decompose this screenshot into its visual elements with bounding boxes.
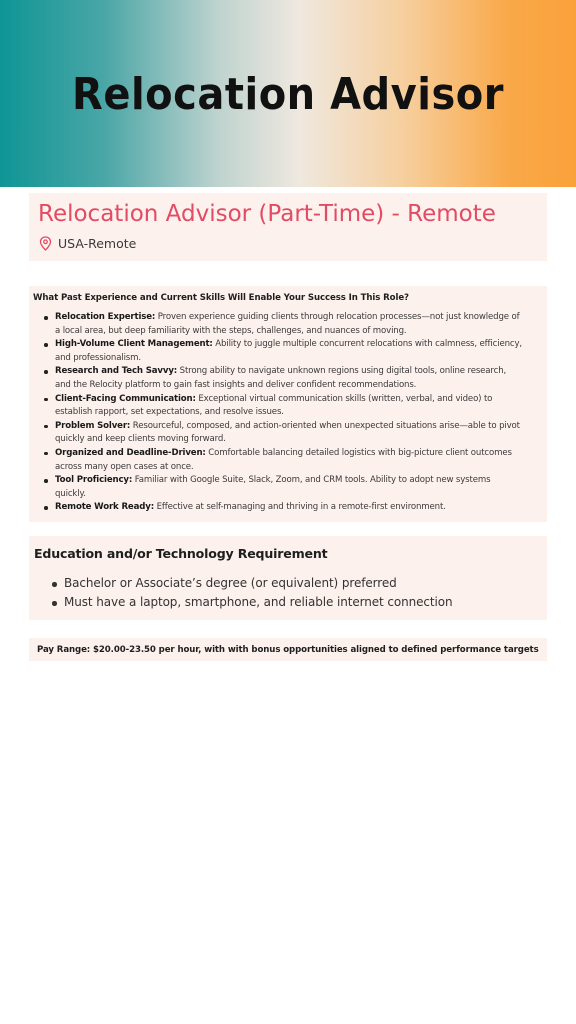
skills-list: [33, 311, 543, 515]
skill-text: Exceptional virtual communication skills (written, verbal, and video) to establish rapport, set expectations, and resolve issues.: [55, 393, 493, 418]
job-title-card: [29, 193, 547, 261]
skills-heading: What Past Experience and Current Skills Will Enable Your Success In This Role?: [33, 293, 409, 303]
list-item: [55, 420, 523, 447]
job-title: Relocation Advisor (Part-Time) - Remote: [38, 201, 496, 227]
skill-label: High-Volume Client Management:: [55, 339, 213, 350]
skill-label: Organized and Deadline-Driven:: [55, 447, 206, 458]
skill-label: Remote Work Ready:: [55, 502, 154, 513]
skill-text: Strong ability to navigate unknown regions using digital tools, online research, and the Relocity platform to gain fast insights and deliver confident recommendations.: [55, 366, 507, 390]
skill-label: Research and Tech Savvy:: [55, 366, 178, 377]
list-item: [55, 393, 523, 420]
skill-text: Resourceful, composed, and action-oriented when unexpected situations arise—able to pivot quickly and keep clients moving forward.: [55, 420, 520, 445]
skill-text: Ability to juggle multiple concurrent relocations with calmness, efficiency, and professionalism.: [55, 339, 522, 363]
skill-text: Comfortable balancing detailed logistics with big-picture client outcomes across many open cases at once.: [55, 447, 512, 472]
list-item: Must have a laptop, smartphone, and reliable internet connection: [64, 593, 542, 612]
list-item: [55, 447, 523, 474]
skills-section: [29, 286, 547, 522]
skill-text: Effective at self-managing and thriving in a remote-first environment.: [154, 502, 446, 513]
skill-label: Client-Facing Communication:: [55, 393, 196, 404]
pay-range-section: [29, 638, 547, 661]
banner-title: Relocation Advisor: [72, 69, 504, 120]
skill-label: Tool Proficiency:: [55, 475, 133, 486]
skill-text: Proven experience guiding clients through relocation processes—not just knowledge of a local area, but deep familiarity with the steps, challenges, and nuances of moving.: [55, 312, 520, 336]
map-pin-icon: [39, 236, 52, 251]
list-item: [55, 311, 523, 338]
education-heading: Education and/or Technology Requirement: [34, 546, 328, 561]
location-text: USA-Remote: [58, 236, 137, 251]
list-item: Bachelor or Associate’s degree (or equivalent) preferred: [64, 574, 542, 593]
skill-label: Problem Solver:: [55, 420, 131, 431]
list-item: [55, 338, 523, 365]
skill-text: Familiar with Google Suite, Slack, Zoom, and CRM tools. Ability to adopt new systems quickly.: [55, 475, 491, 499]
job-location: [39, 236, 136, 251]
list-item: [55, 365, 523, 392]
education-section: [29, 536, 547, 620]
list-item: [55, 501, 523, 515]
pay-range-text: Pay Range: $20.00-23.50 per hour, with with bonus opportunities aligned to defined performance targets: [37, 645, 539, 655]
education-list: [34, 574, 542, 612]
list-item: [55, 474, 523, 501]
skill-label: Relocation Expertise:: [55, 312, 156, 322]
header-banner: [0, 0, 576, 187]
